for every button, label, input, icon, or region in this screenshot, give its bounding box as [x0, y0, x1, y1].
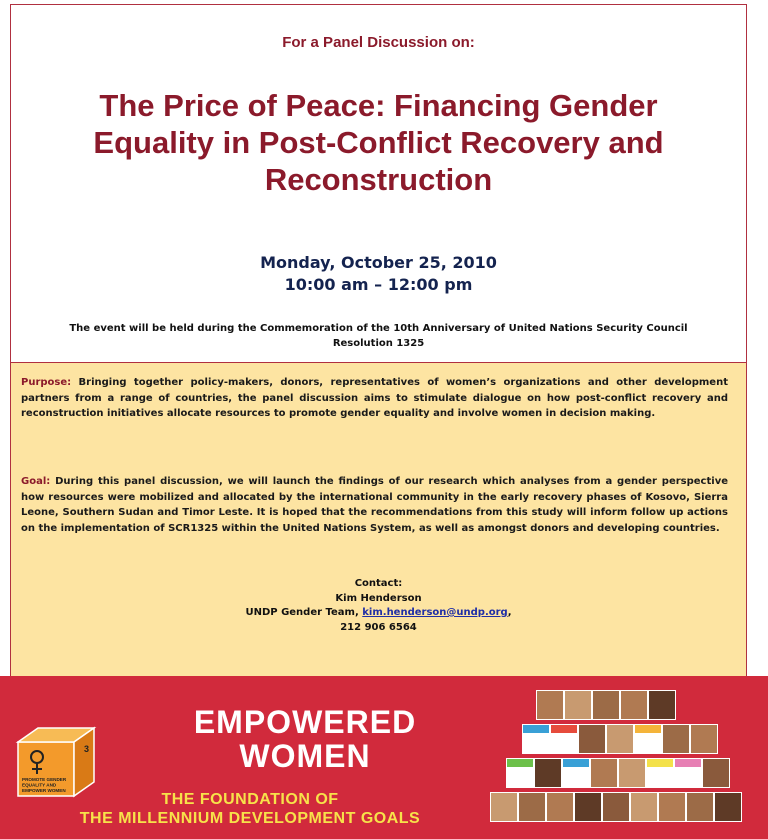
photo-tile	[536, 690, 564, 720]
goal-tile	[506, 758, 534, 788]
contact-phone: 212 906 6564	[340, 621, 417, 633]
photo-tile	[602, 792, 630, 822]
headline-line-2: WOMEN	[239, 737, 371, 774]
cube-text-2: EQUALITY AND	[22, 782, 57, 788]
photo-tile	[564, 690, 592, 720]
photo-tile	[620, 690, 648, 720]
goal-tile	[550, 724, 578, 754]
purpose-text: Bringing together policy-makers, donors, representatives of women’s organizations and other development partners from a range of countries, the panel discussion aims to stimulate dialogue on how post-conflict recovery and reconstruction initiatives allocate resources to promote gender equality and involve women in decision making.	[21, 377, 728, 419]
cube-text-3: EMPOWER WOMEN	[22, 788, 66, 793]
headline-line-1: EMPOWERED	[193, 704, 417, 740]
cube-number: 3	[84, 744, 90, 754]
goal-tile	[562, 758, 590, 788]
photo-tile	[702, 758, 730, 788]
event-date: Monday, October 25, 2010	[260, 253, 497, 272]
goal-tile	[674, 758, 702, 788]
goal-label: Goal:	[21, 476, 51, 487]
event-time: 10:00 am – 12:00 pm	[284, 275, 473, 295]
photo-tile	[518, 792, 546, 822]
title-line-1: The Price of Peace: Financing Gender	[99, 88, 658, 123]
event-datetime	[11, 252, 746, 297]
title-line-2: Equality in Post-Conflict Recovery and	[93, 125, 664, 161]
event-header	[10, 4, 747, 362]
photo-tile	[592, 690, 620, 720]
contact-email-link[interactable]: kim.henderson@undp.org	[362, 607, 508, 618]
subline-2: THE MILLENNIUM DEVELOPMENT GOALS	[79, 810, 421, 828]
contact-label: Contact:	[354, 578, 403, 589]
goal-text: During this panel discussion, we will launch the findings of our research which analyses from a gender perspective how resources were mobilized and allocated by the international community in the early recovery phases of Kosovo, Sierra Leone, Southern Sudan and Timor Leste. It is hoped that the recommendations from this study will inform follow up actions on the implementation of SCR1325 within the United Nations System, as well as amongst donors and developing countries.	[21, 476, 728, 534]
event-title	[31, 87, 726, 199]
photo-tile	[578, 724, 606, 754]
goal-tile	[522, 724, 550, 754]
cube-text-1: PROMOTE GENDER	[22, 777, 67, 782]
mdg3-cube-logo	[14, 724, 100, 798]
mdg-banner	[0, 676, 768, 839]
goal-paragraph	[21, 474, 728, 536]
subline-1: THE FOUNDATION OF	[161, 791, 339, 808]
kicker-text: For a Panel Discussion on:	[282, 34, 475, 51]
photo-tile	[546, 792, 574, 822]
event-context-line-1: The event will be held during the Commemoration of the 10th Anniversary of United Nations Security Council	[69, 323, 688, 334]
photo-tile	[534, 758, 562, 788]
title-line-3: Reconstruction	[264, 162, 493, 198]
purpose-paragraph	[21, 375, 728, 422]
photo-tile	[648, 690, 676, 720]
contact-org: UNDP Gender Team,	[245, 607, 359, 618]
photo-tile	[490, 792, 518, 822]
photo-tile	[590, 758, 618, 788]
contact-email-suffix: ,	[507, 607, 512, 618]
contact-org-line	[11, 606, 746, 621]
event-details	[10, 362, 747, 676]
photo-tile	[658, 792, 686, 822]
event-context	[25, 322, 732, 351]
goal-tile	[646, 758, 674, 788]
photo-tile	[618, 758, 646, 788]
purpose-label: Purpose:	[21, 377, 72, 388]
goal-tile	[634, 724, 662, 754]
photo-tile	[662, 724, 690, 754]
empowered-women-headline	[110, 706, 500, 773]
event-context-line-2: Resolution 1325	[332, 337, 425, 349]
contact-block	[11, 577, 746, 635]
contact-name: Kim Henderson	[335, 592, 422, 604]
photo-tile	[606, 724, 634, 754]
photo-tile	[686, 792, 714, 822]
photo-tile	[714, 792, 742, 822]
photo-tile	[574, 792, 602, 822]
photo-tile	[690, 724, 718, 754]
mdg-subline	[0, 790, 500, 828]
photo-tile	[630, 792, 658, 822]
